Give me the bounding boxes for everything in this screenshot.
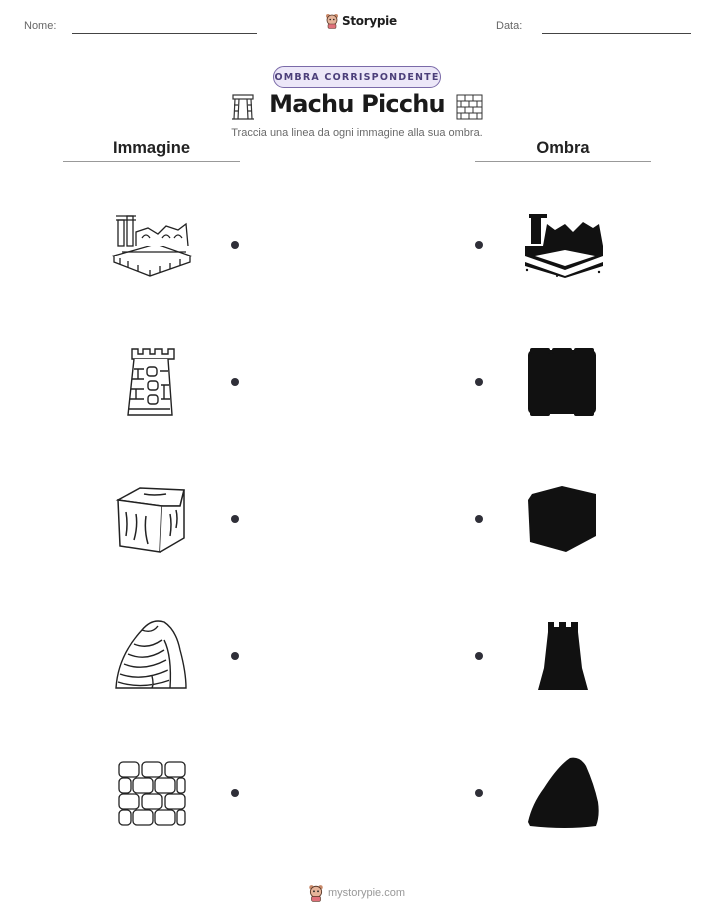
brand-logo [325,13,397,29]
instructions: Traccia una linea da ogni immagine alla sua ombra. [231,127,483,139]
page-title: Machu Picchu [269,90,445,118]
ruins-plaza-shadow[interactable] [521,210,605,278]
brand-name: Storypie [342,14,397,28]
activity-badge: OMBRA CORRISPONDENTE [273,66,441,88]
match-dot-right[interactable] [475,652,483,660]
storypie-mascot-icon [308,884,324,902]
footer [308,884,405,902]
stone-block-drawing[interactable] [114,484,188,556]
column-underline [475,161,651,162]
stone-doorway-icon [229,93,257,121]
name-label: Nome: [24,20,57,32]
match-dot-right[interactable] [475,789,483,797]
stone-wall-drawing[interactable] [116,758,188,828]
mountain-shadow[interactable] [526,754,600,830]
column-header-shadow: Ombra [536,139,590,157]
ruins-plaza-drawing[interactable] [108,208,194,278]
footer-url[interactable]: mystorypie.com [328,887,406,899]
terraced-mountain-drawing[interactable] [112,616,190,692]
stone-wall-icon [456,94,483,120]
stone-block-shadow[interactable] [526,484,600,554]
stone-tower-shadow[interactable] [536,618,590,692]
column-underline [63,161,240,162]
match-dot-left[interactable] [231,378,239,386]
match-dot-right[interactable] [475,241,483,249]
match-dot-right[interactable] [475,378,483,386]
match-dot-left[interactable] [231,515,239,523]
match-dot-right[interactable] [475,515,483,523]
match-dot-left[interactable] [231,652,239,660]
name-field[interactable] [72,33,257,34]
stone-wall-shadow[interactable] [526,347,598,417]
storypie-mascot-icon [325,13,339,29]
column-header-image: Immagine [112,139,191,157]
stone-tower-drawing[interactable] [124,345,178,419]
date-label: Data: [496,20,523,32]
match-dot-left[interactable] [231,241,239,249]
match-dot-left[interactable] [231,789,239,797]
date-field[interactable] [542,33,691,34]
